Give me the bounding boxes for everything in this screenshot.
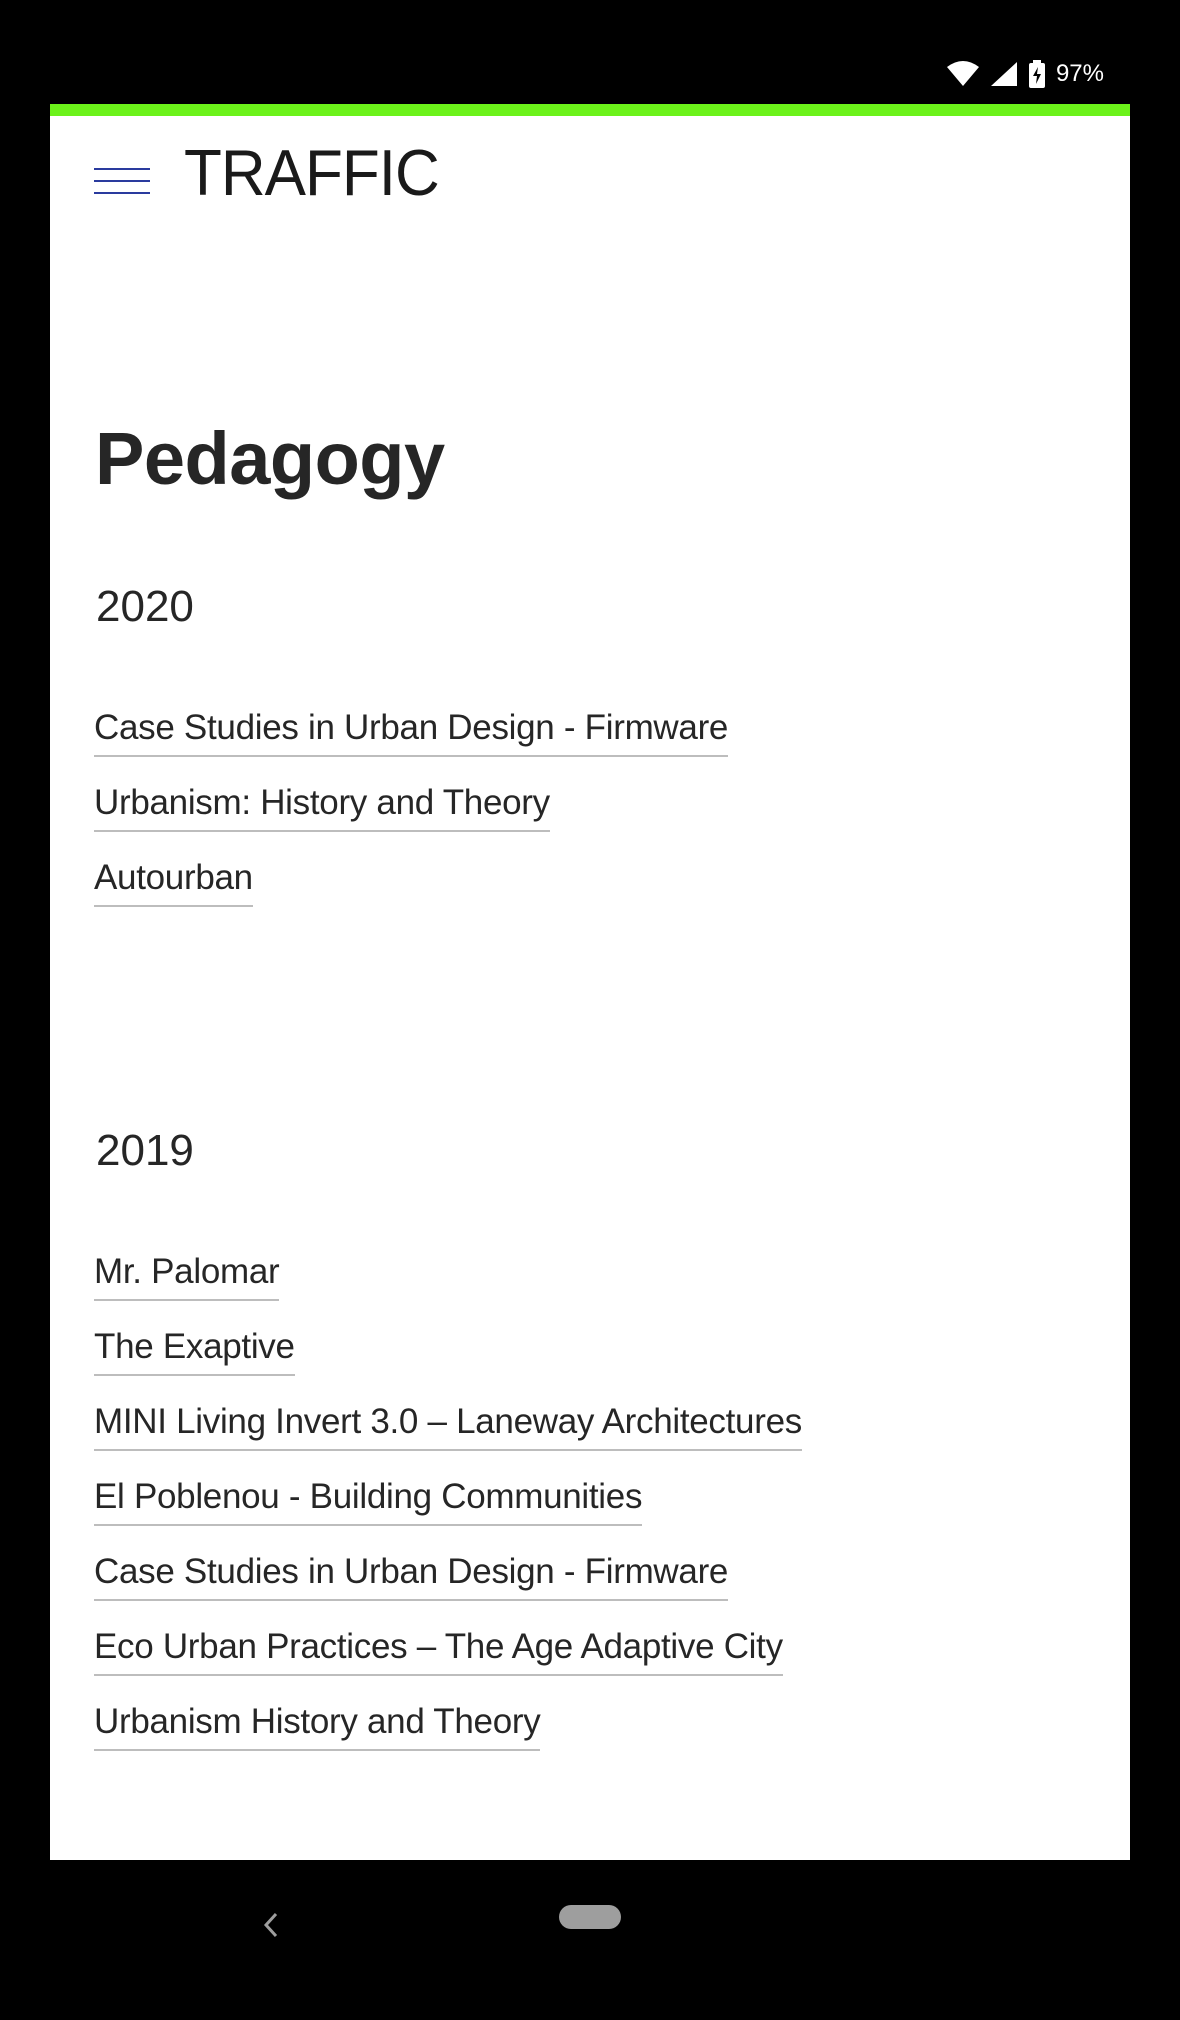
list-item: [94, 1477, 802, 1552]
list-item: [94, 783, 728, 858]
project-link[interactable]: Urbanism History and Theory: [94, 1702, 540, 1751]
project-list-2020: [94, 708, 728, 933]
site-header: [50, 116, 1130, 246]
battery-charging-icon: [1028, 60, 1046, 88]
list-item: [94, 1327, 802, 1402]
wifi-icon: [946, 61, 980, 87]
list-item: [94, 1627, 802, 1702]
project-link[interactable]: Case Studies in Urban Design - Firmware: [94, 1552, 728, 1601]
list-item: [94, 1252, 802, 1327]
project-link[interactable]: Eco Urban Practices – The Age Adaptive City: [94, 1627, 783, 1676]
project-link[interactable]: Case Studies in Urban Design - Firmware: [94, 708, 728, 757]
cell-signal-icon: [990, 61, 1018, 87]
status-icons: [946, 60, 1104, 88]
project-link[interactable]: Autourban: [94, 858, 253, 907]
list-item: [94, 1402, 802, 1477]
year-heading-2019: 2019: [96, 1126, 194, 1175]
home-pill-icon[interactable]: [559, 1905, 621, 1929]
project-link[interactable]: The Exaptive: [94, 1327, 295, 1376]
browser-viewport: [50, 104, 1130, 1860]
battery-percentage: 97%: [1055, 60, 1104, 87]
site-logo[interactable]: [184, 136, 439, 211]
project-list-2019: [94, 1252, 802, 1777]
status-bar: [0, 0, 1180, 104]
accent-bar: [50, 104, 1130, 116]
system-nav-bar: [0, 1860, 1180, 2020]
year-heading-2020: 2020: [96, 582, 194, 631]
logo-text: TRAFFIC: [184, 137, 439, 210]
list-item: [94, 1552, 802, 1627]
page-title: Pedagogy: [95, 417, 445, 500]
list-item: [94, 858, 728, 933]
hamburger-menu-icon[interactable]: [94, 160, 150, 200]
list-item: [94, 708, 728, 783]
project-link[interactable]: El Poblenou - Building Communities: [94, 1477, 642, 1526]
project-link[interactable]: MINI Living Invert 3.0 – Laneway Architectures: [94, 1402, 802, 1451]
project-link[interactable]: Urbanism: History and Theory: [94, 783, 550, 832]
back-icon[interactable]: [256, 1910, 286, 1940]
list-item: [94, 1702, 802, 1777]
project-link[interactable]: Mr. Palomar: [94, 1252, 279, 1301]
